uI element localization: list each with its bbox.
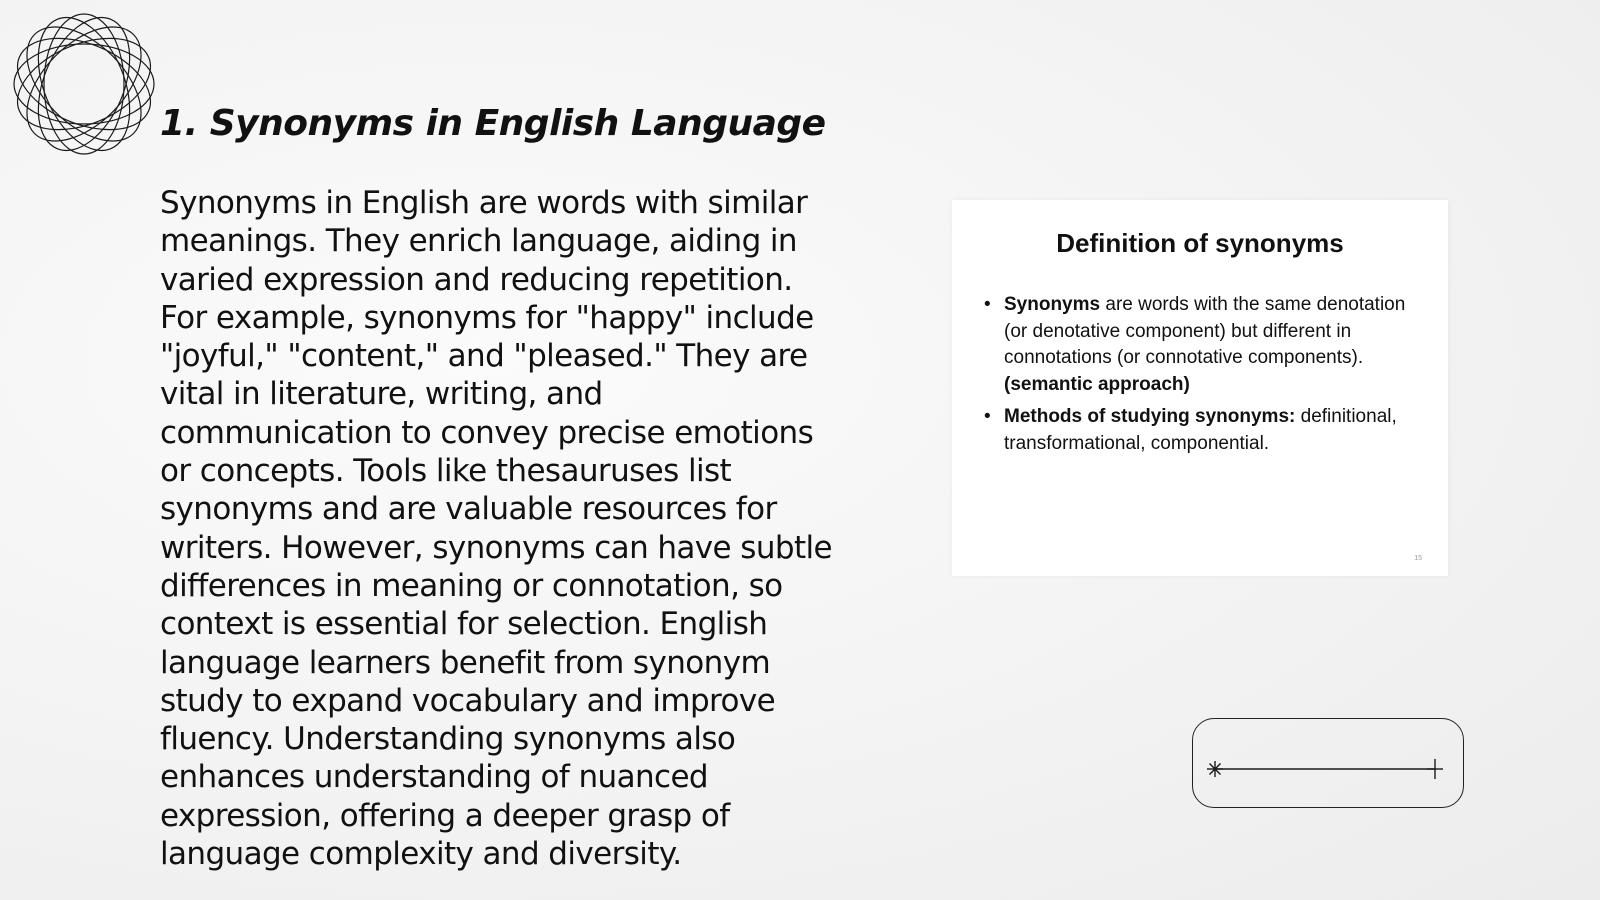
slide-body-text: Synonyms in English are words with similar meanings. They enrich language, aiding in varied expression and reducing repetition. For example, synonyms for "happy" include "joyful," "content," and "pleased." They are vital in literature, writing, and communication to convey precise emotions or concepts. Tools like thesauruses list synonyms and are valuable resources for writers. However, synonyms can have subtle differences in meaning or connotation, so context is essential for selection. English language learners benefit from synonym study to expand vocabulary and improve fluency. Understanding synonyms also enhances understanding of nuanced expression, offering a deeper grasp of language complexity and diversity. bbox=[160, 185, 832, 873]
spirograph-ornament-icon bbox=[10, 10, 158, 158]
card-page-number: 15 bbox=[1414, 555, 1422, 562]
bullet-text: are words with the same denotation (or denotative component) but different in connotations (or connotative components). bbox=[1004, 294, 1406, 368]
sparkle-line-icon bbox=[1207, 757, 1447, 781]
bullet-term: Methods of studying synonyms: bbox=[1004, 406, 1296, 427]
decorative-rounded-box bbox=[1192, 718, 1464, 808]
card-bullet-list bbox=[982, 292, 1430, 463]
card-bullet-item bbox=[982, 292, 1430, 398]
definition-card bbox=[952, 200, 1448, 576]
slide-title: 1. Synonyms in English Language bbox=[160, 103, 826, 144]
bullet-text: definitional, transformational, componential. bbox=[1004, 406, 1397, 454]
card-title: Definition of synonyms bbox=[1056, 228, 1344, 258]
card-bullet-item bbox=[982, 404, 1430, 457]
bullet-tag: (semantic approach) bbox=[1004, 373, 1190, 395]
bullet-term: Synonyms bbox=[1004, 294, 1101, 315]
